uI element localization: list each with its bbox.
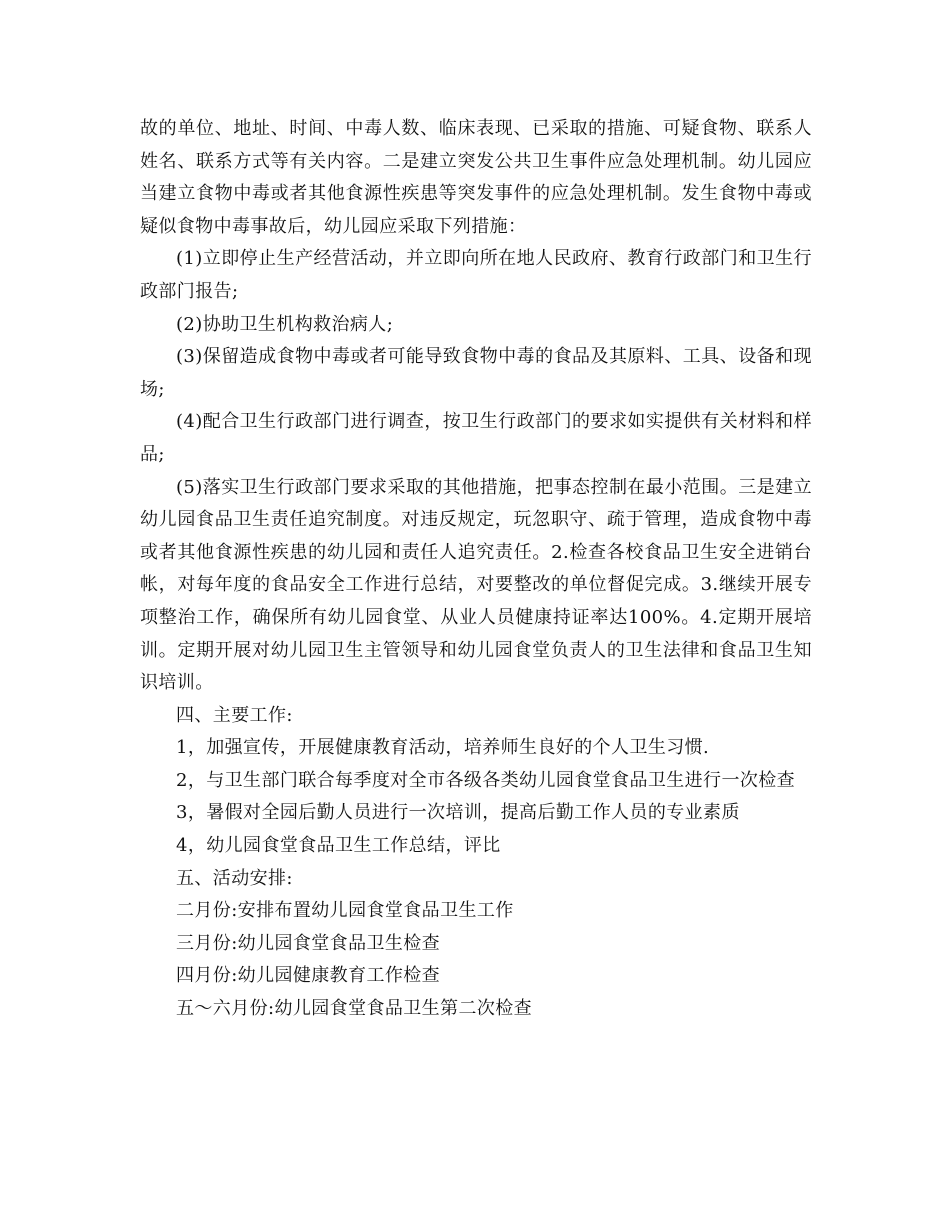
measure-item-1: (1)立即停止生产经营活动，并立即向所在地人民政府、教育行政部门和卫生行政部门报告; — [140, 248, 812, 302]
measure-item-3: (3)保留造成食物中毒或者可能导致食物中毒的食品及其原料、工具、设备和现场; — [140, 346, 812, 400]
list-item: 三月份:幼儿园食堂食品卫生检查 — [176, 932, 441, 954]
list-item: 五～六月份:幼儿园食堂食品卫生第二次检查 — [176, 998, 533, 1020]
list-item: 4，幼儿园食堂食品卫生工作总结，评比 — [176, 835, 501, 857]
document-page — [140, 113, 812, 1026]
measure-item-4: (4)配合卫生行政部门进行调查，按卫生行政部门的要求如实提供有关材料和样品; — [140, 411, 812, 465]
measure-item-2: (2)协助卫生机构救治病人; — [176, 313, 394, 335]
list-item: 1，加强宣传，开展健康教育活动，培养师生良好的个人卫生习惯. — [176, 737, 710, 759]
body-paragraph: 故的单位、地址、时间、中毒人数、临床表现、已采取的措施、可疑食物、联系人姓名、联系方式等有关内容。二是建立突发公共卫生事件应急处理机制。幼儿园应当建立食物中毒或者其他食源性疾患等突发事件的应急处理机制。发生食物中毒或疑似食物中毒事故后，幼儿园应采取下列措施： — [140, 118, 812, 237]
section-heading-activity-schedule: 五、活动安排: — [176, 867, 293, 889]
measure-item-5: (5)落实卫生行政部门要求采取的其他措施，把事态控制在最小范围。三是建立幼儿园食品卫生责任追究制度。对违反规定，玩忽职守、疏于管理，造成食物中毒或者其他食源性疾患的幼儿园和责任人追究责任。2.检查各校食品卫生安全进销台帐，对每年度的食品安全工作进行总结，对要整改的单位督促完成。3.继续开展专项整治工作，确保所有幼儿园食堂、从业人员健康持证率达100%。4.定期开展培训。定期开展对幼儿园卫生主管领导和幼儿园食堂负责人的卫生法律和食品卫生知识培训。 — [140, 476, 812, 694]
list-item: 二月份:安排布置幼儿园食堂食品卫生工作 — [176, 900, 514, 922]
list-item: 四月份:幼儿园健康教育工作检查 — [176, 965, 441, 987]
section-heading-main-work: 四、主要工作: — [176, 704, 293, 726]
list-item: 2，与卫生部门联合每季度对全市各级各类幼儿园食堂食品卫生进行一次检查 — [176, 769, 796, 791]
list-item: 3，暑假对全园后勤人员进行一次培训，提高后勤工作人员的专业素质 — [176, 802, 740, 824]
